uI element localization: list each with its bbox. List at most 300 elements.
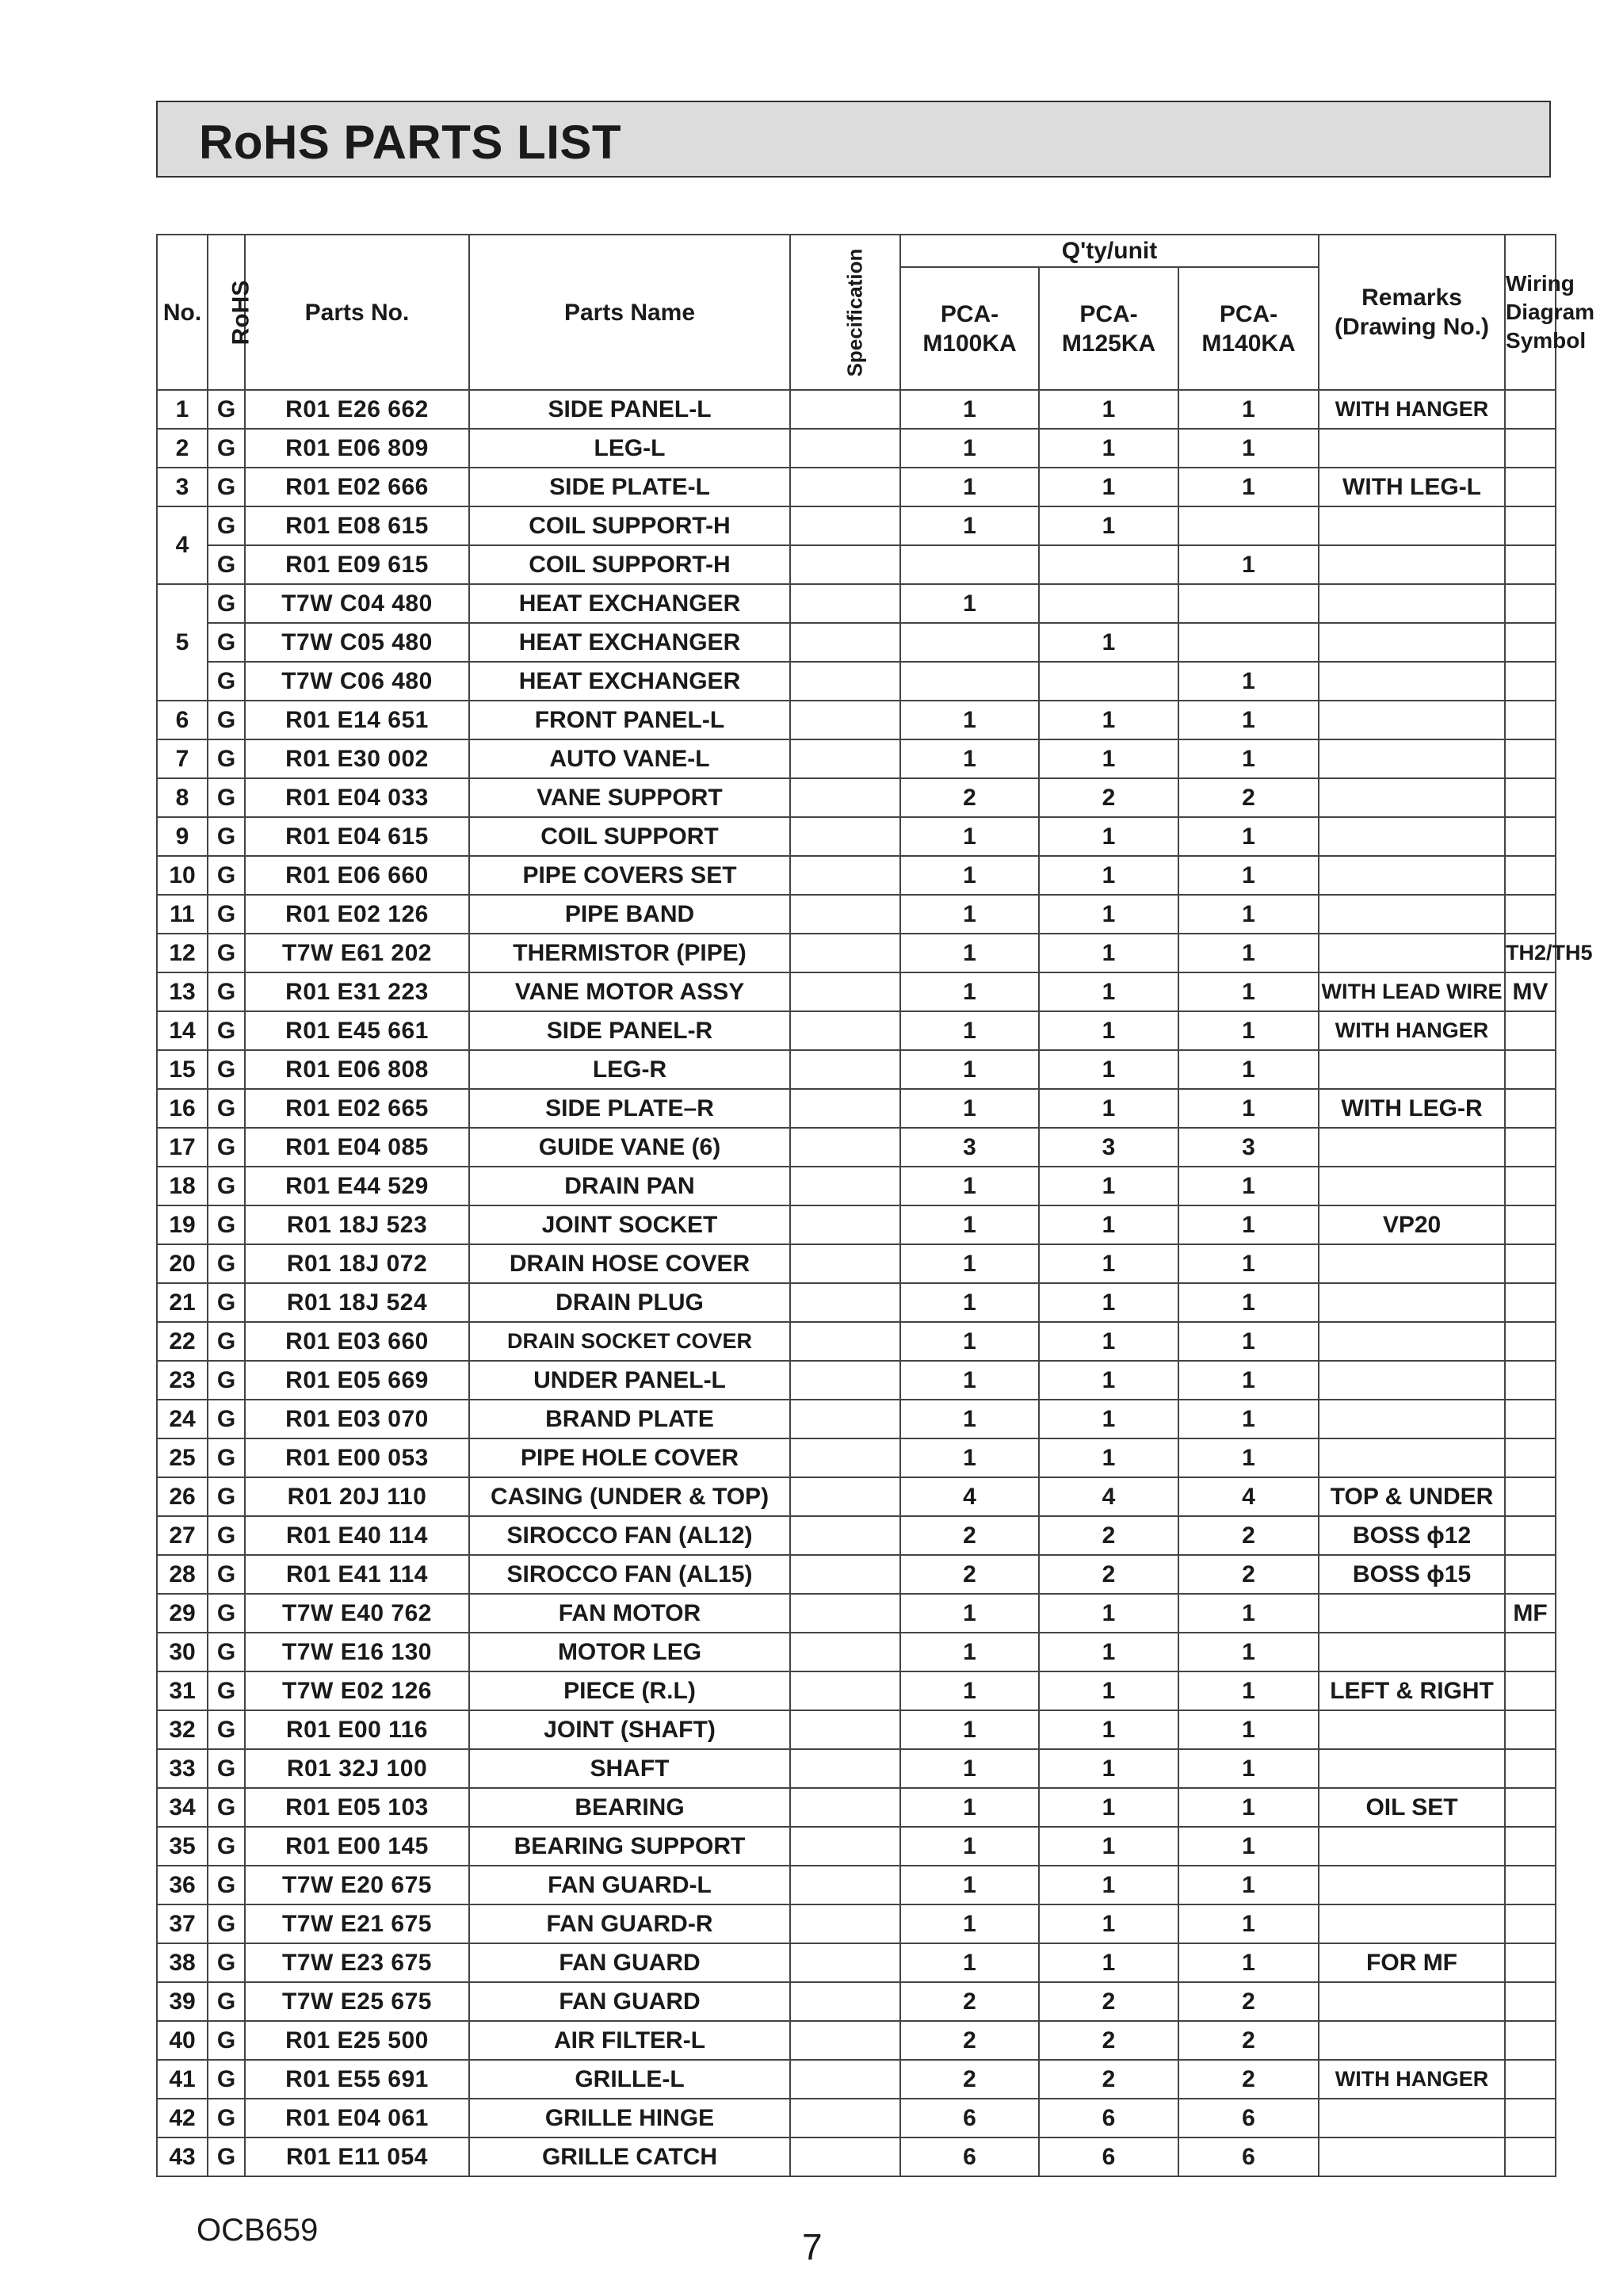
- cell-qty-m140ka: 1: [1178, 1749, 1319, 1788]
- table-row: [157, 1788, 1556, 1827]
- cell-parts-no: T7W E16 130: [245, 1633, 469, 1671]
- table-row: [157, 1633, 1556, 1671]
- cell-specification: [790, 1322, 900, 1361]
- cell-specification: [790, 584, 900, 623]
- cell-remarks: [1319, 1244, 1505, 1283]
- cell-wiring-symbol: [1505, 1089, 1556, 1128]
- cell-qty-m100ka: 4: [900, 1477, 1039, 1516]
- table-row: [157, 1671, 1556, 1710]
- cell-parts-name: COIL SUPPORT-H: [469, 506, 790, 545]
- cell-no: 22: [157, 1322, 208, 1361]
- cell-specification: [790, 1205, 900, 1244]
- table-row: [157, 1982, 1556, 2021]
- cell-qty-m125ka: 2: [1039, 778, 1178, 817]
- cell-parts-name: AIR FILTER-L: [469, 2021, 790, 2060]
- cell-remarks: [1319, 1438, 1505, 1477]
- table-row: [157, 1594, 1556, 1633]
- cell-qty-m100ka: 1: [900, 1361, 1039, 1400]
- cell-qty-m140ka: 1: [1178, 1904, 1319, 1943]
- cell-remarks: [1319, 506, 1505, 545]
- cell-wiring-symbol: MF: [1505, 1594, 1556, 1633]
- cell-no: 29: [157, 1594, 208, 1633]
- cell-remarks: [1319, 1400, 1505, 1438]
- cell-remarks: [1319, 778, 1505, 817]
- cell-wiring-symbol: [1505, 1904, 1556, 1943]
- header-parts-name: Parts Name: [469, 235, 790, 390]
- cell-wiring-symbol: [1505, 1167, 1556, 1205]
- cell-parts-no: R01 E25 500: [245, 2021, 469, 2060]
- cell-remarks: [1319, 817, 1505, 856]
- cell-parts-no: R01 E02 666: [245, 468, 469, 506]
- cell-no: 13: [157, 972, 208, 1011]
- cell-qty-m100ka: [900, 623, 1039, 662]
- cell-remarks: [1319, 2021, 1505, 2060]
- cell-parts-no: T7W E21 675: [245, 1904, 469, 1943]
- cell-specification: [790, 1477, 900, 1516]
- cell-remarks: [1319, 2137, 1505, 2176]
- cell-qty-m100ka: 1: [900, 1322, 1039, 1361]
- cell-rohs: G: [208, 1167, 245, 1205]
- cell-qty-m140ka: 1: [1178, 545, 1319, 584]
- cell-qty-m140ka: 2: [1178, 1516, 1319, 1555]
- cell-qty-m125ka: 2: [1039, 2021, 1178, 2060]
- cell-qty-m100ka: 1: [900, 1050, 1039, 1089]
- cell-qty-m125ka: 1: [1039, 1322, 1178, 1361]
- cell-qty-m125ka: 1: [1039, 468, 1178, 506]
- cell-qty-m140ka: 1: [1178, 429, 1319, 468]
- cell-specification: [790, 1749, 900, 1788]
- cell-wiring-symbol: [1505, 584, 1556, 623]
- cell-qty-m125ka: 2: [1039, 1982, 1178, 2021]
- cell-parts-no: T7W C05 480: [245, 623, 469, 662]
- parts-table: [156, 234, 1595, 2177]
- cell-wiring-symbol: TH2/TH5: [1505, 934, 1556, 972]
- cell-qty-m125ka: 1: [1039, 895, 1178, 934]
- cell-qty-m140ka: 1: [1178, 1400, 1319, 1438]
- cell-parts-name: PIPE BAND: [469, 895, 790, 934]
- cell-specification: [790, 817, 900, 856]
- cell-no: 9: [157, 817, 208, 856]
- cell-qty-m125ka: 1: [1039, 1244, 1178, 1283]
- cell-qty-m125ka: 1: [1039, 1710, 1178, 1749]
- cell-remarks: FOR MF: [1319, 1943, 1505, 1982]
- cell-specification: [790, 1788, 900, 1827]
- cell-qty-m140ka: 1: [1178, 1283, 1319, 1322]
- cell-parts-name: BEARING: [469, 1788, 790, 1827]
- cell-wiring-symbol: [1505, 2099, 1556, 2137]
- cell-qty-m100ka: 1: [900, 468, 1039, 506]
- table-row: [157, 623, 1556, 662]
- table-row: [157, 1167, 1556, 1205]
- cell-qty-m125ka: 1: [1039, 1400, 1178, 1438]
- table-row: [157, 1283, 1556, 1322]
- cell-qty-m125ka: 1: [1039, 739, 1178, 778]
- cell-wiring-symbol: [1505, 1361, 1556, 1400]
- cell-parts-name: AUTO VANE-L: [469, 739, 790, 778]
- cell-no: 18: [157, 1167, 208, 1205]
- cell-parts-no: T7W E25 675: [245, 1982, 469, 2021]
- cell-parts-no: R01 E26 662: [245, 390, 469, 429]
- cell-parts-no: R01 E00 116: [245, 1710, 469, 1749]
- cell-parts-no: R01 E02 665: [245, 1089, 469, 1128]
- cell-parts-no: R01 E30 002: [245, 739, 469, 778]
- cell-qty-m140ka: 4: [1178, 1477, 1319, 1516]
- table-row: [157, 1244, 1556, 1283]
- cell-parts-no: R01 E02 126: [245, 895, 469, 934]
- cell-qty-m125ka: 2: [1039, 2060, 1178, 2099]
- cell-rohs: G: [208, 1516, 245, 1555]
- cell-parts-name: VANE SUPPORT: [469, 778, 790, 817]
- cell-rohs: G: [208, 623, 245, 662]
- table-row: [157, 1205, 1556, 1244]
- cell-parts-name: DRAIN HOSE COVER: [469, 1244, 790, 1283]
- cell-qty-m140ka: 1: [1178, 1167, 1319, 1205]
- cell-rohs: G: [208, 2021, 245, 2060]
- table-row: [157, 1477, 1556, 1516]
- cell-parts-name: BEARING SUPPORT: [469, 1827, 790, 1866]
- cell-specification: [790, 506, 900, 545]
- document-code: OCB659: [197, 2213, 319, 2248]
- cell-qty-m100ka: 2: [900, 778, 1039, 817]
- cell-rohs: G: [208, 1322, 245, 1361]
- table-row: [157, 1128, 1556, 1167]
- cell-wiring-symbol: [1505, 895, 1556, 934]
- cell-parts-no: R01 E04 085: [245, 1128, 469, 1167]
- cell-no: 39: [157, 1982, 208, 2021]
- cell-parts-no: R01 E04 615: [245, 817, 469, 856]
- cell-qty-m100ka: 1: [900, 856, 1039, 895]
- cell-parts-name: GRILLE HINGE: [469, 2099, 790, 2137]
- cell-parts-name: DRAIN PLUG: [469, 1283, 790, 1322]
- cell-qty-m100ka: 2: [900, 2021, 1039, 2060]
- cell-qty-m125ka: 1: [1039, 1361, 1178, 1400]
- cell-parts-name: PIECE (R.L): [469, 1671, 790, 1710]
- cell-qty-m100ka: 3: [900, 1128, 1039, 1167]
- table-row: [157, 2021, 1556, 2060]
- cell-wiring-symbol: [1505, 1982, 1556, 2021]
- cell-wiring-symbol: [1505, 1128, 1556, 1167]
- cell-wiring-symbol: MV: [1505, 972, 1556, 1011]
- cell-parts-name: JOINT SOCKET: [469, 1205, 790, 1244]
- cell-specification: [790, 1555, 900, 1594]
- cell-qty-m125ka: 1: [1039, 1671, 1178, 1710]
- cell-wiring-symbol: [1505, 2060, 1556, 2099]
- table-row: [157, 701, 1556, 739]
- cell-specification: [790, 1594, 900, 1633]
- cell-rohs: G: [208, 468, 245, 506]
- cell-parts-name: CASING (UNDER & TOP): [469, 1477, 790, 1516]
- cell-wiring-symbol: [1505, 1555, 1556, 1594]
- cell-specification: [790, 623, 900, 662]
- cell-qty-m100ka: 1: [900, 1400, 1039, 1438]
- cell-remarks: [1319, 1167, 1505, 1205]
- cell-rohs: G: [208, 1011, 245, 1050]
- table-row: [157, 545, 1556, 584]
- cell-remarks: WITH LEAD WIRE: [1319, 972, 1505, 1011]
- cell-wiring-symbol: [1505, 1011, 1556, 1050]
- cell-qty-m125ka: 1: [1039, 1438, 1178, 1477]
- cell-parts-name: GRILLE-L: [469, 2060, 790, 2099]
- table-row: [157, 778, 1556, 817]
- cell-specification: [790, 2137, 900, 2176]
- table-row: [157, 1555, 1556, 1594]
- cell-remarks: [1319, 934, 1505, 972]
- table-row: [157, 1943, 1556, 1982]
- cell-qty-m140ka: 1: [1178, 1050, 1319, 1089]
- cell-specification: [790, 1244, 900, 1283]
- cell-parts-no: R01 18J 072: [245, 1244, 469, 1283]
- cell-remarks: [1319, 1633, 1505, 1671]
- cell-parts-name: MOTOR LEG: [469, 1633, 790, 1671]
- cell-qty-m140ka: 6: [1178, 2099, 1319, 2137]
- cell-qty-m125ka: 1: [1039, 817, 1178, 856]
- cell-wiring-symbol: [1505, 1477, 1556, 1516]
- table-row: [157, 972, 1556, 1011]
- cell-specification: [790, 1400, 900, 1438]
- cell-qty-m125ka: 1: [1039, 1866, 1178, 1904]
- cell-specification: [790, 1283, 900, 1322]
- cell-no: 21: [157, 1283, 208, 1322]
- header-parts-no: Parts No.: [245, 235, 469, 390]
- header-model-m100ka: PCA- M100KA: [900, 267, 1039, 390]
- table-row: [157, 1866, 1556, 1904]
- cell-qty-m100ka: 1: [900, 1943, 1039, 1982]
- cell-qty-m100ka: 1: [900, 429, 1039, 468]
- cell-remarks: [1319, 1594, 1505, 1633]
- table-row: [157, 1361, 1556, 1400]
- header-remarks: Remarks (Drawing No.): [1319, 235, 1505, 390]
- cell-rohs: G: [208, 506, 245, 545]
- page-title: RoHS PARTS LIST: [199, 116, 622, 169]
- cell-qty-m125ka: 4: [1039, 1477, 1178, 1516]
- cell-specification: [790, 1866, 900, 1904]
- cell-rohs: G: [208, 1866, 245, 1904]
- cell-remarks: VP20: [1319, 1205, 1505, 1244]
- cell-qty-m140ka: 2: [1178, 2021, 1319, 2060]
- cell-wiring-symbol: [1505, 1050, 1556, 1089]
- cell-parts-no: R01 18J 523: [245, 1205, 469, 1244]
- cell-remarks: [1319, 662, 1505, 701]
- cell-parts-name: SIROCCO FAN (AL15): [469, 1555, 790, 1594]
- cell-rohs: G: [208, 1089, 245, 1128]
- table-row: [157, 1904, 1556, 1943]
- cell-wiring-symbol: [1505, 778, 1556, 817]
- cell-rohs: G: [208, 778, 245, 817]
- cell-no: 41: [157, 2060, 208, 2099]
- cell-qty-m140ka: 2: [1178, 1555, 1319, 1594]
- cell-remarks: OIL SET: [1319, 1788, 1505, 1827]
- cell-wiring-symbol: [1505, 739, 1556, 778]
- cell-rohs: G: [208, 1633, 245, 1671]
- cell-rohs: G: [208, 1400, 245, 1438]
- cell-no: 19: [157, 1205, 208, 1244]
- cell-parts-name: THERMISTOR (PIPE): [469, 934, 790, 972]
- table-row: [157, 1516, 1556, 1555]
- table-row: [157, 1749, 1556, 1788]
- cell-qty-m100ka: 1: [900, 1671, 1039, 1710]
- cell-wiring-symbol: [1505, 1866, 1556, 1904]
- cell-wiring-symbol: [1505, 1205, 1556, 1244]
- cell-qty-m140ka: 1: [1178, 1827, 1319, 1866]
- cell-specification: [790, 1671, 900, 1710]
- header-rohs-label: RoHS: [227, 280, 254, 345]
- cell-parts-name: HEAT EXCHANGER: [469, 662, 790, 701]
- cell-parts-no: R01 E44 529: [245, 1167, 469, 1205]
- cell-rohs: G: [208, 934, 245, 972]
- cell-no: 11: [157, 895, 208, 934]
- cell-specification: [790, 1516, 900, 1555]
- cell-qty-m140ka: 1: [1178, 662, 1319, 701]
- cell-qty-m125ka: [1039, 545, 1178, 584]
- cell-no: 14: [157, 1011, 208, 1050]
- cell-parts-name: PIPE HOLE COVER: [469, 1438, 790, 1477]
- cell-qty-m125ka: 6: [1039, 2099, 1178, 2137]
- cell-no: 7: [157, 739, 208, 778]
- cell-wiring-symbol: [1505, 1283, 1556, 1322]
- cell-parts-no: R01 18J 524: [245, 1283, 469, 1322]
- cell-wiring-symbol: [1505, 1516, 1556, 1555]
- cell-no: 36: [157, 1866, 208, 1904]
- cell-wiring-symbol: [1505, 1438, 1556, 1477]
- cell-wiring-symbol: [1505, 1633, 1556, 1671]
- cell-parts-no: R01 E04 033: [245, 778, 469, 817]
- cell-no: 15: [157, 1050, 208, 1089]
- cell-qty-m125ka: 1: [1039, 429, 1178, 468]
- cell-wiring-symbol: [1505, 1788, 1556, 1827]
- cell-no: 23: [157, 1361, 208, 1400]
- cell-remarks: [1319, 1283, 1505, 1322]
- cell-rohs: G: [208, 895, 245, 934]
- cell-qty-m140ka: 1: [1178, 1710, 1319, 1749]
- cell-wiring-symbol: [1505, 1671, 1556, 1710]
- cell-rohs: G: [208, 701, 245, 739]
- cell-parts-name: VANE MOTOR ASSY: [469, 972, 790, 1011]
- cell-no: 4: [157, 506, 208, 584]
- cell-qty-m100ka: 1: [900, 1205, 1039, 1244]
- cell-qty-m100ka: [900, 662, 1039, 701]
- cell-parts-no: R01 E14 651: [245, 701, 469, 739]
- cell-qty-m125ka: 2: [1039, 1516, 1178, 1555]
- cell-no: 12: [157, 934, 208, 972]
- cell-specification: [790, 1167, 900, 1205]
- cell-qty-m100ka: 1: [900, 506, 1039, 545]
- cell-wiring-symbol: [1505, 429, 1556, 468]
- cell-rohs: G: [208, 856, 245, 895]
- table-row: [157, 429, 1556, 468]
- cell-no: 5: [157, 584, 208, 701]
- cell-remarks: LEFT & RIGHT: [1319, 1671, 1505, 1710]
- cell-qty-m140ka: 1: [1178, 701, 1319, 739]
- cell-parts-name: SIDE PANEL-L: [469, 390, 790, 429]
- cell-specification: [790, 739, 900, 778]
- cell-qty-m140ka: 1: [1178, 934, 1319, 972]
- cell-parts-no: R01 E09 615: [245, 545, 469, 584]
- cell-rohs: G: [208, 1749, 245, 1788]
- cell-no: 24: [157, 1400, 208, 1438]
- cell-qty-m100ka: 1: [900, 1827, 1039, 1866]
- cell-parts-no: R01 E00 145: [245, 1827, 469, 1866]
- cell-remarks: [1319, 1710, 1505, 1749]
- cell-remarks: TOP & UNDER: [1319, 1477, 1505, 1516]
- cell-qty-m125ka: 1: [1039, 1167, 1178, 1205]
- cell-qty-m100ka: 1: [900, 739, 1039, 778]
- cell-no: 32: [157, 1710, 208, 1749]
- cell-qty-m140ka: 1: [1178, 1671, 1319, 1710]
- cell-specification: [790, 390, 900, 429]
- cell-qty-m100ka: [900, 545, 1039, 584]
- cell-rohs: G: [208, 1982, 245, 2021]
- cell-remarks: [1319, 2099, 1505, 2137]
- cell-parts-no: R01 E41 114: [245, 1555, 469, 1594]
- cell-remarks: [1319, 1128, 1505, 1167]
- cell-qty-m125ka: 1: [1039, 623, 1178, 662]
- cell-qty-m140ka: 1: [1178, 817, 1319, 856]
- cell-wiring-symbol: [1505, 1827, 1556, 1866]
- cell-qty-m140ka: 1: [1178, 1089, 1319, 1128]
- cell-qty-m100ka: 2: [900, 1516, 1039, 1555]
- cell-qty-m140ka: 1: [1178, 972, 1319, 1011]
- cell-no: 6: [157, 701, 208, 739]
- cell-qty-m140ka: 1: [1178, 1322, 1319, 1361]
- cell-specification: [790, 1011, 900, 1050]
- table-row: [157, 2137, 1556, 2176]
- cell-qty-m100ka: 1: [900, 972, 1039, 1011]
- cell-qty-m125ka: [1039, 584, 1178, 623]
- cell-remarks: WITH HANGER: [1319, 2060, 1505, 2099]
- cell-rohs: G: [208, 2137, 245, 2176]
- cell-qty-m125ka: 1: [1039, 1943, 1178, 1982]
- cell-rohs: G: [208, 390, 245, 429]
- cell-qty-m140ka: 1: [1178, 1011, 1319, 1050]
- cell-qty-m125ka: 6: [1039, 2137, 1178, 2176]
- cell-qty-m125ka: 1: [1039, 972, 1178, 1011]
- cell-no: 42: [157, 2099, 208, 2137]
- cell-qty-m100ka: 1: [900, 1594, 1039, 1633]
- cell-specification: [790, 1904, 900, 1943]
- cell-rohs: G: [208, 1205, 245, 1244]
- cell-qty-m140ka: 1: [1178, 1943, 1319, 1982]
- cell-qty-m125ka: 1: [1039, 1788, 1178, 1827]
- table-row: [157, 2099, 1556, 2137]
- cell-wiring-symbol: [1505, 506, 1556, 545]
- cell-qty-m100ka: 1: [900, 1011, 1039, 1050]
- cell-parts-no: R01 E06 809: [245, 429, 469, 468]
- cell-qty-m125ka: 1: [1039, 1283, 1178, 1322]
- cell-remarks: [1319, 1866, 1505, 1904]
- cell-qty-m140ka: [1178, 584, 1319, 623]
- cell-no: 2: [157, 429, 208, 468]
- cell-qty-m140ka: 1: [1178, 856, 1319, 895]
- cell-parts-name: FAN GUARD: [469, 1943, 790, 1982]
- cell-parts-name: FAN MOTOR: [469, 1594, 790, 1633]
- cell-qty-m125ka: 1: [1039, 1827, 1178, 1866]
- cell-specification: [790, 429, 900, 468]
- cell-parts-no: T7W E02 126: [245, 1671, 469, 1710]
- cell-no: 40: [157, 2021, 208, 2060]
- cell-qty-m140ka: 1: [1178, 1205, 1319, 1244]
- cell-no: 25: [157, 1438, 208, 1477]
- cell-rohs: G: [208, 817, 245, 856]
- header-no: No.: [157, 235, 208, 390]
- cell-parts-name: SIDE PLATE-L: [469, 468, 790, 506]
- cell-qty-m100ka: 1: [900, 1749, 1039, 1788]
- cell-parts-no: R01 E11 054: [245, 2137, 469, 2176]
- cell-no: 35: [157, 1827, 208, 1866]
- table-row: [157, 584, 1556, 623]
- cell-no: 34: [157, 1788, 208, 1827]
- cell-no: 43: [157, 2137, 208, 2176]
- cell-no: 37: [157, 1904, 208, 1943]
